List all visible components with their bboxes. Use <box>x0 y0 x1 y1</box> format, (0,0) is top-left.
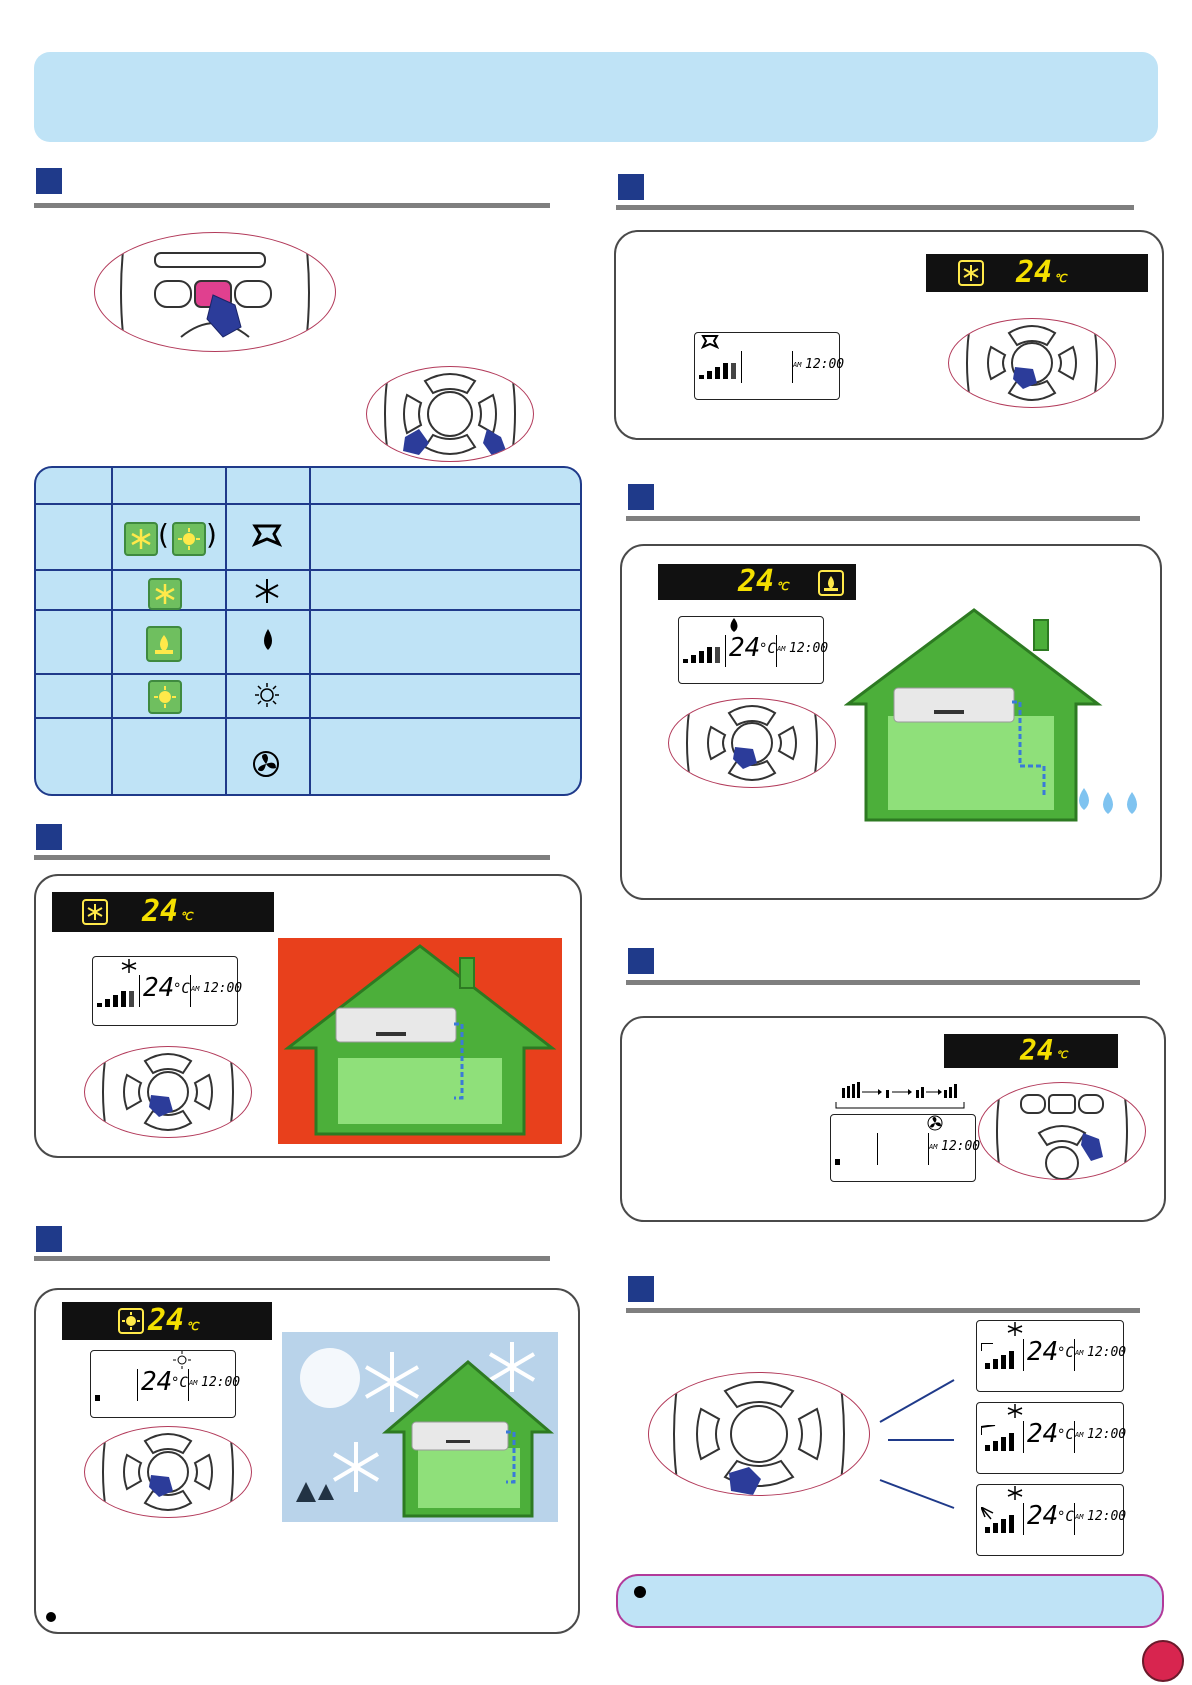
remote-lcd <box>90 1350 241 1418</box>
snowflake-icon <box>1007 1404 1023 1418</box>
remote-dpad-illustration <box>84 1046 252 1138</box>
swing-vane-icon <box>981 1425 1021 1451</box>
swing-connector-lines <box>878 1360 958 1520</box>
lcd-temperature: 24 <box>143 973 175 1003</box>
lcd-temperature: 24 <box>1027 1419 1059 1449</box>
section-rule <box>34 1256 550 1261</box>
snowflake-icon <box>1007 1486 1023 1500</box>
lcd-time: 12:00 <box>941 1139 981 1154</box>
heat-indicator-icon <box>172 522 206 556</box>
display-unit: ℃ <box>186 1320 199 1333</box>
display-unit: ℃ <box>1054 272 1067 285</box>
sun-icon <box>173 1351 191 1369</box>
auto-mode-icon <box>252 522 282 548</box>
snowflake-icon <box>154 583 176 605</box>
display-unit: ℃ <box>776 580 789 593</box>
cool-indicator-icon <box>958 260 984 286</box>
snowflake-icon <box>962 264 980 282</box>
lcd-temperature: 24 <box>141 1367 173 1397</box>
sun-icon <box>254 682 280 708</box>
section-marker <box>628 484 654 510</box>
section-rule <box>616 205 1134 210</box>
section-marker <box>628 948 654 974</box>
heat-indicator-icon <box>148 680 182 714</box>
lcd-time: 12:00 <box>789 641 829 656</box>
header-banner <box>34 52 1158 142</box>
section-marker <box>36 1226 62 1252</box>
remote-fan-button-illustration <box>978 1082 1146 1180</box>
sun-icon <box>154 686 176 708</box>
indoor-display-bar <box>944 1034 1118 1068</box>
mode-table-grid <box>36 468 580 794</box>
display-unit: ℃ <box>180 910 193 923</box>
lcd-unit: °C <box>171 1375 188 1391</box>
heat-indicator-icon <box>118 1308 144 1334</box>
lcd-am: AM <box>1075 1431 1084 1439</box>
dry-indicator-icon <box>818 570 844 596</box>
cool-indicator-icon <box>82 899 108 925</box>
cool-indicator-icon <box>124 522 158 556</box>
lcd-time: 12:00 <box>1087 1509 1127 1524</box>
lcd-unit: °C <box>759 641 776 657</box>
water-drop-icon <box>260 628 276 652</box>
section-rule <box>34 203 550 208</box>
lcd-unit: °C <box>1057 1509 1074 1525</box>
display-temperature: 24 <box>738 564 775 599</box>
remote-dpad-illustration <box>668 698 836 788</box>
mode-table <box>34 466 582 796</box>
snowflake-icon <box>254 578 280 604</box>
fan-speed-bars-icon <box>699 363 739 379</box>
fan-speed-bars-icon <box>683 647 723 663</box>
remote-lcd <box>830 1114 981 1182</box>
lcd-time: 12:00 <box>1087 1345 1127 1360</box>
lcd-temperature: 24 <box>1027 1501 1059 1531</box>
remote-dpad-illustration <box>948 318 1116 408</box>
indoor-display-bar <box>52 892 274 932</box>
remote-lcd <box>92 956 243 1026</box>
fan-speed-cycle-diagram <box>832 1080 968 1112</box>
dry-house-illustration <box>844 606 1150 824</box>
lcd-am: AM <box>777 645 786 653</box>
lcd-am: AM <box>1075 1349 1084 1357</box>
swing-lcd-3 <box>976 1484 1127 1556</box>
dry-indicator-icon <box>146 626 182 662</box>
sun-icon <box>178 528 200 550</box>
fan-speed-bars-icon <box>97 991 137 1007</box>
bullet-dot <box>46 1612 56 1622</box>
heating-house-illustration <box>282 1332 558 1522</box>
fan-speed-bars-icon <box>835 1155 845 1165</box>
remote-top-drawing <box>95 233 335 351</box>
section-rule <box>626 516 1140 521</box>
section-marker <box>618 174 644 200</box>
section-marker <box>628 1276 654 1302</box>
section-rule <box>34 855 550 860</box>
lcd-am: AM <box>793 361 802 369</box>
lcd-am: AM <box>1075 1513 1084 1521</box>
fan-icon <box>927 1115 943 1131</box>
snowflake-icon <box>86 903 104 921</box>
lcd-unit: °C <box>173 981 190 997</box>
lcd-am: AM <box>929 1143 938 1151</box>
lcd-temperature: 24 <box>729 633 761 663</box>
page-number-badge <box>1142 1640 1184 1682</box>
indoor-display-bar <box>658 564 856 600</box>
dry-panel <box>620 544 1162 900</box>
section-marker <box>36 168 62 194</box>
indoor-display-bar <box>926 254 1148 292</box>
section-marker <box>36 824 62 850</box>
lcd-unit: °C <box>1057 1427 1074 1443</box>
lcd-time: 12:00 <box>201 1375 241 1390</box>
lcd-temperature: 24 <box>1027 1337 1059 1367</box>
paren-close: ) <box>206 518 217 551</box>
remote-dpad-drawing <box>367 367 533 461</box>
water-drop-icon <box>727 617 741 633</box>
bullet-dot <box>634 1586 646 1598</box>
swing-vane-icon <box>981 1343 1021 1369</box>
paren-open: ( <box>158 518 169 551</box>
lcd-time: 12:00 <box>1087 1427 1127 1442</box>
snowflake-icon <box>121 959 137 973</box>
lcd-time: 12:00 <box>805 357 845 372</box>
display-temperature: 24 <box>1016 255 1053 290</box>
lcd-time: 12:00 <box>203 981 243 996</box>
remote-temp-buttons-illustration <box>366 366 534 462</box>
cool-indicator-icon <box>148 578 182 610</box>
remote-mode-button-illustration <box>94 232 336 352</box>
cooling-house-illustration <box>278 938 562 1144</box>
indoor-display-bar <box>62 1302 272 1340</box>
section-rule <box>626 980 1140 985</box>
swing-lcd-2 <box>976 1402 1127 1474</box>
swing-vane-icon <box>981 1507 1021 1533</box>
fan-speed-bars-icon <box>95 1391 105 1401</box>
display-temperature: 24 <box>142 894 179 929</box>
fan-panel <box>620 1016 1166 1222</box>
water-drop-icon <box>822 574 840 592</box>
water-drop-icon <box>152 632 176 656</box>
snowflake-icon <box>130 528 152 550</box>
note-box <box>616 1574 1164 1628</box>
remote-swing-button-illustration <box>648 1372 870 1496</box>
section-rule <box>626 1308 1140 1313</box>
display-temperature: 24 <box>148 1303 185 1338</box>
snowflake-icon <box>1007 1322 1023 1336</box>
swing-lcd-1 <box>976 1320 1127 1392</box>
auto-mode-icon <box>701 333 719 349</box>
display-temperature: 24 <box>1020 1034 1054 1067</box>
lcd-unit: °C <box>1057 1345 1074 1361</box>
display-unit: ℃ <box>1056 1050 1068 1061</box>
remote-lcd <box>678 616 829 684</box>
heating-panel <box>34 1288 580 1634</box>
remote-dpad-illustration <box>84 1426 252 1518</box>
lcd-am: AM <box>191 985 200 993</box>
remote-lcd <box>694 332 845 400</box>
sun-icon <box>122 1312 140 1330</box>
lcd-am: AM <box>189 1379 198 1387</box>
fan-icon <box>252 750 280 778</box>
auto-panel <box>614 230 1164 440</box>
cooling-panel <box>34 874 582 1158</box>
